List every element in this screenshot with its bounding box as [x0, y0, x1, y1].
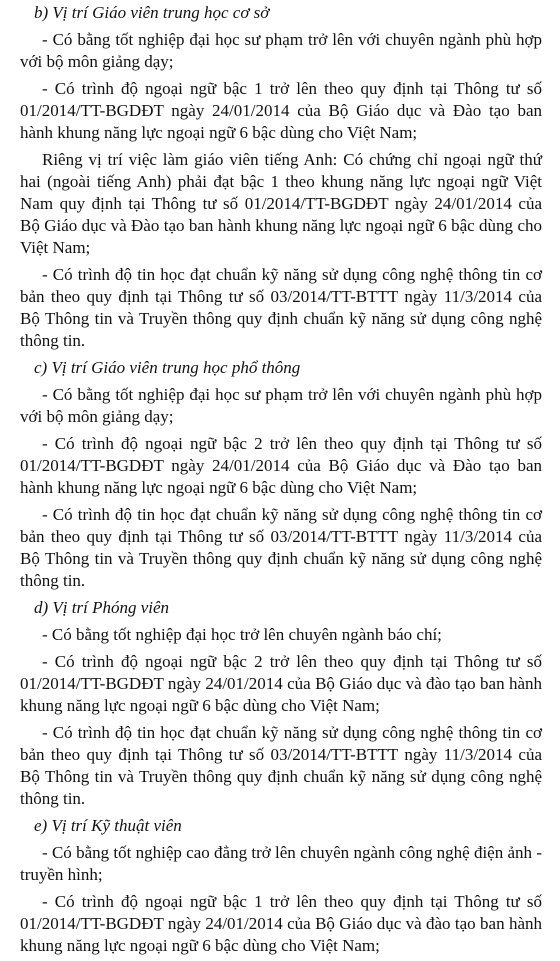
document-page: [20, 2, 542, 961]
paragraph: - Có trình độ ngoại ngữ bậc 2 trở lên theo quy định tại Thông tư số 01/2014/TT-BGDĐT ngày 24/01/2014 của Bộ Giáo dục và Đào tạo ban hành khung năng lực ngoại ngữ 6 bậc dùng cho Việt Nam;: [20, 434, 542, 497]
paragraph: - Có trình độ tin học đạt chuẩn kỹ năng sử dụng công nghệ thông tin cơ bản theo quy định tại Thông tư số 03/2014/TT-BTTT ngày 11/3/2014 của Bộ Thông tin và Truyền thông quy định chuẩn kỹ năng sử dụng công nghệ thông tin.: [20, 265, 542, 350]
section-b: [20, 2, 542, 352]
paragraph: - Có trình độ ngoại ngữ bậc 1 trở lên theo quy định tại Thông tư số 01/2014/TT-BGDĐT ngày 24/01/2014 của Bộ Giáo dục và đào tạo ban hành khung năng lực ngoại ngữ 6 bậc dùng cho Việt Nam;: [20, 892, 542, 955]
paragraph: - Có trình độ ngoại ngữ bậc 2 trở lên theo quy định tại Thông tư số 01/2014/TT-BGDĐT ngày 24/01/2014 của Bộ Giáo dục và đào tạo ban hành khung năng lực ngoại ngữ 6 bậc dùng cho Việt Nam;: [20, 652, 542, 715]
paragraph: - Có trình độ ngoại ngữ bậc 1 trở lên theo quy định tại Thông tư số 01/2014/TT-BGDĐT ngày 24/01/2014 của Bộ Giáo dục và Đào tạo ban hành khung năng lực ngoại ngữ 6 bậc dùng cho Việt Nam;: [20, 79, 542, 142]
paragraph: - Có bằng tốt nghiệp đại học sư phạm trở lên với chuyên ngành phù hợp với bộ môn giảng dạy;: [20, 385, 542, 426]
section-heading: e) Vị trí Kỹ thuật viên: [34, 816, 182, 835]
paragraph: - Có trình độ tin học đạt chuẩn kỹ năng sử dụng công nghệ thông tin cơ bản theo quy định tại Thông tư số 03/2014/TT-BTTT ngày 11/3/2014 của Bộ Thông tin và Truyền thông quy định chuẩn kỹ năng sử dụng công nghệ thông tin.: [20, 505, 542, 590]
paragraph: Riêng vị trí việc làm giáo viên tiếng Anh: Có chứng chỉ ngoại ngữ thứ hai (ngoài tiếng Anh) phải đạt bậc 1 theo khung năng lực ngoại ngữ Việt Nam quy định tại Thông tư số 01/2014/TT-BGDĐT ngày 24/01/2014 của Bộ Giáo dục và Đào tạo ban hành khung năng lực ngoại ngữ 6 bậc dùng cho Việt Nam;: [20, 150, 542, 257]
section-heading: b) Vị trí Giáo viên trung học cơ sở: [34, 3, 270, 22]
paragraph: - Có trình độ tin học đạt chuẩn kỹ năng sử dụng công nghệ thông tin cơ bản theo quy định tại Thông tư số 03/2014/TT-BTTT ngày 11/3/2014 của Bộ Thông tin và Truyền thông quy định chuẩn kỹ năng sử dụng công nghệ thông tin.: [20, 723, 542, 808]
section-c: [20, 357, 542, 592]
section-heading: c) Vị trí Giáo viên trung học phổ thông: [34, 358, 301, 377]
paragraph: - Có bằng tốt nghiệp cao đẳng trở lên chuyên ngành công nghệ điện ảnh - truyền hình;: [20, 843, 542, 884]
paragraph: - Có bằng tốt nghiệp đại học trở lên chuyên ngành báo chí;: [42, 625, 442, 644]
paragraph: - Có bằng tốt nghiệp đại học sư phạm trở lên với chuyên ngành phù hợp với bộ môn giảng dạy;: [20, 30, 542, 71]
section-d: [20, 597, 542, 810]
section-heading: d) Vị trí Phóng viên: [34, 598, 170, 617]
section-e: [20, 815, 542, 957]
